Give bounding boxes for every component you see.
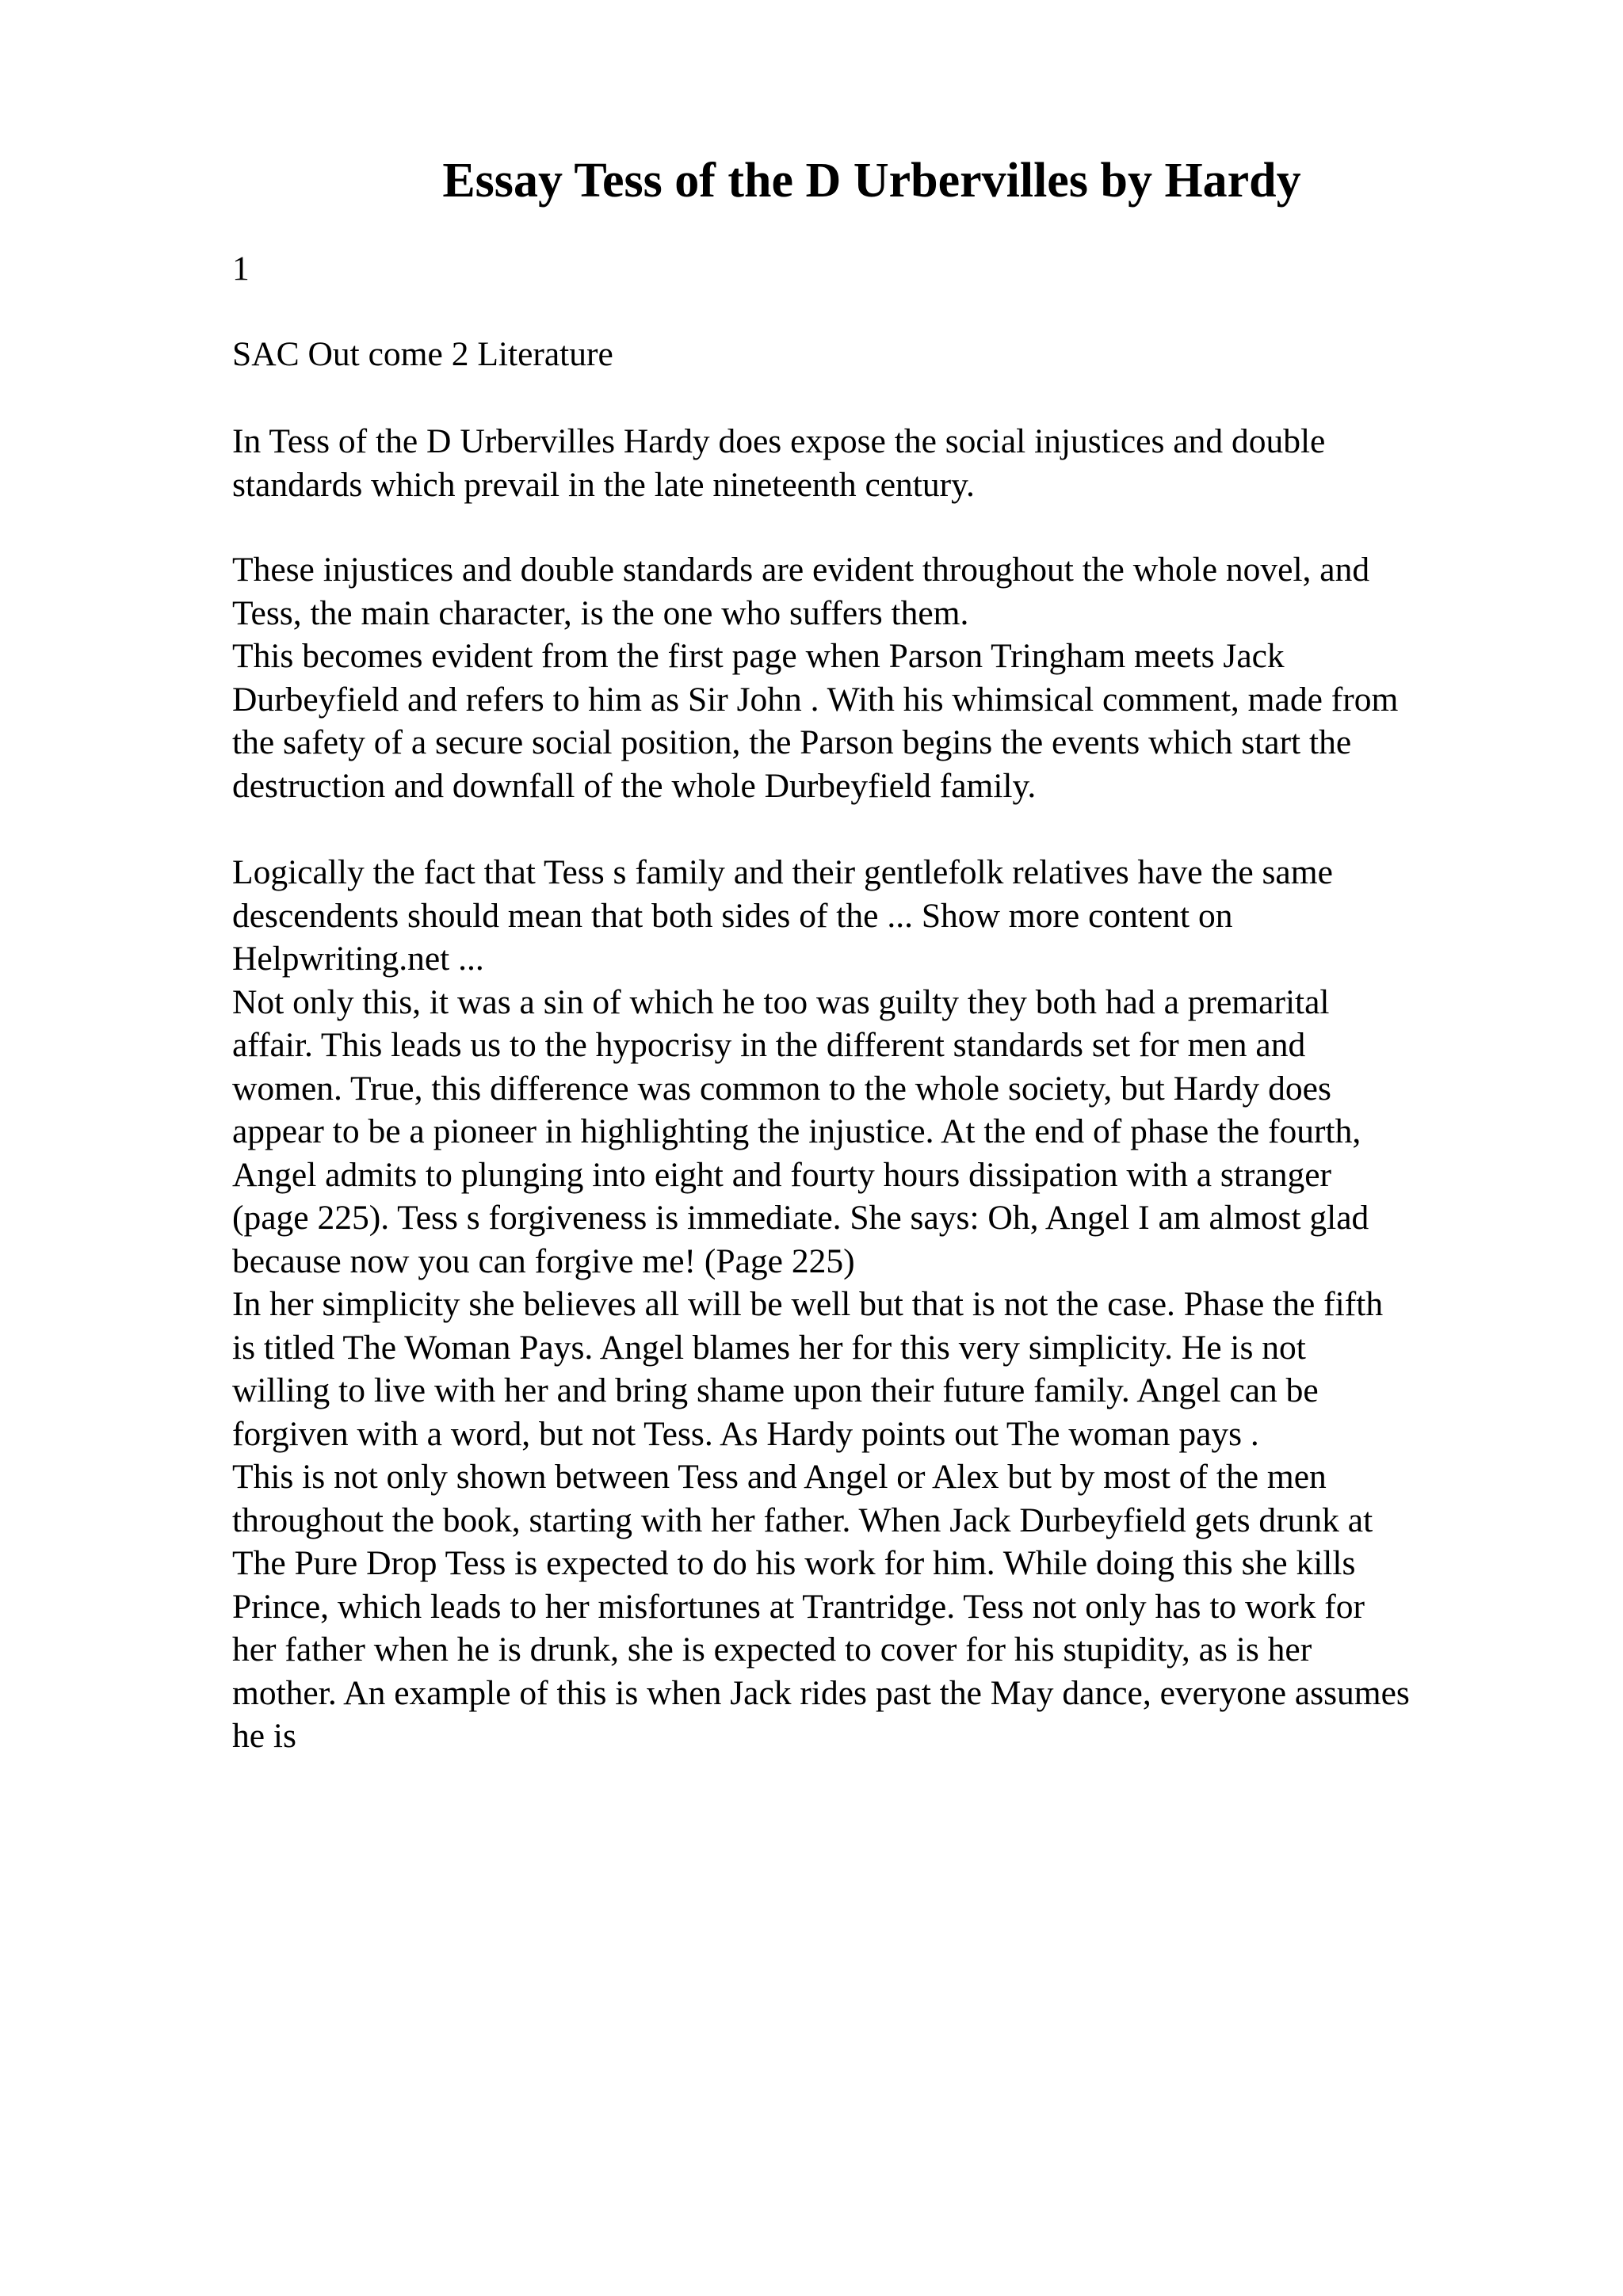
text-line: (page 225). Tess s forgiveness is immediate. She says: Oh, Angel I am almost glad: [232, 1199, 1369, 1237]
text-line: Logically the fact that Tess s family and their gentlefolk relatives have the same: [232, 853, 1333, 891]
text-line: Helpwriting.net ...: [232, 940, 484, 978]
text-line: willing to live with her and bring shame upon their future family. Angel can be: [232, 1371, 1319, 1409]
text-line: In Tess of the D Urbervilles Hardy does expose the social injustices and double: [232, 422, 1326, 460]
text-line: mother. An example of this is when Jack rides past the May dance, everyone assumes: [232, 1673, 1410, 1712]
text-line: destruction and downfall of the whole Durbeyfield family.: [232, 766, 1037, 805]
text-line: the safety of a secure social position, the Parson begins the events which start the: [232, 723, 1352, 761]
text-line: appear to be a pioneer in highlighting the injustice. At the end of phase the fourth,: [232, 1112, 1361, 1150]
text-line: affair. This leads us to the hypocrisy in the different standards set for men and: [232, 1026, 1306, 1064]
intro-paragraph: [232, 420, 1540, 506]
text-line: Tess, the main character, is the one who suffers them.: [232, 593, 969, 632]
page-number: 1: [232, 250, 250, 288]
body-paragraph-3: [232, 851, 1540, 1758]
document-title: Essay Tess of the D Urbervilles by Hardy: [442, 154, 1301, 208]
text-line: Not only this, it was a sin of which he too was guilty they both had a premarital: [232, 982, 1330, 1021]
text-line: forgiven with a word, but not Tess. As Hardy points out The woman pays .: [232, 1414, 1259, 1453]
text-line: women. True, this difference was common to the whole society, but Hardy does: [232, 1069, 1331, 1108]
text-line: he is: [232, 1717, 296, 1755]
text-line: This becomes evident from the first page when Parson Tringham meets Jack: [232, 637, 1285, 675]
document-subtitle: SAC Out come 2 Literature: [232, 335, 613, 373]
text-line: Angel admits to plunging into eight and fourty hours dissipation with a stranger: [232, 1155, 1331, 1194]
text-line: descendents should mean that both sides of the ... Show more content on: [232, 896, 1233, 935]
text-line: her father when he is drunk, she is expected to cover for his stupidity, as is her: [232, 1630, 1312, 1669]
text-line: These injustices and double standards are evident throughout the whole novel, and: [232, 551, 1370, 589]
text-line: This is not only shown between Tess and Angel or Alex but by most of the men: [232, 1458, 1327, 1496]
text-line: Prince, which leads to her misfortunes at Trantridge. Tess not only has to work for: [232, 1587, 1365, 1626]
text-line: throughout the book, starting with her father. When Jack Durbeyfield gets drunk at: [232, 1501, 1373, 1539]
text-line: standards which prevail in the late nineteenth century.: [232, 465, 975, 504]
text-line: In her simplicity she believes all will be well but that is not the case. Phase the fifth: [232, 1285, 1384, 1323]
text-line: is titled The Woman Pays. Angel blames her for this very simplicity. He is not: [232, 1328, 1306, 1367]
text-line: because now you can forgive me! (Page 225): [232, 1241, 855, 1280]
body-paragraph-2: [232, 548, 1540, 807]
text-line: The Pure Drop Tess is expected to do his work for him. While doing this she kills: [232, 1544, 1356, 1582]
text-line: Durbeyfield and refers to him as Sir John . With his whimsical comment, made from: [232, 680, 1399, 719]
